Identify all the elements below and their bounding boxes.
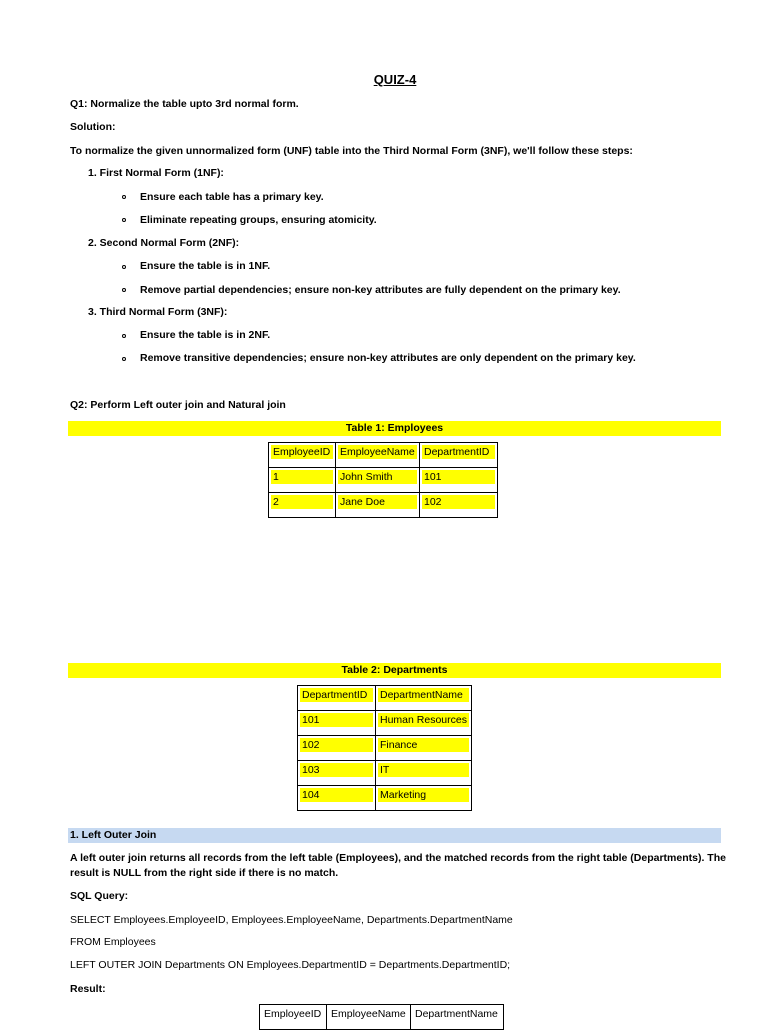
q1-intro: To normalize the given unnormalized form (UNF) table into the Third Normal Form (3NF), we'll follow these steps: [70,145,633,157]
page-title: QUIZ-4 [373,72,417,87]
left-join-heading-band [68,828,721,843]
table-cell: 102 [422,495,495,509]
table-cell: John Smith [338,470,417,484]
table-cell: 103 [300,763,373,777]
step-1-bullet-2: Eliminate repeating groups, ensuring atomicity. [140,214,377,226]
table-header-cell: EmployeeName [331,1008,406,1020]
table-header-cell: DepartmentID [422,445,495,459]
result-table [259,1004,504,1030]
table-cell: IT [378,763,469,777]
table-row [269,493,498,518]
employees-table [268,442,498,518]
table-cell: Marketing [378,788,469,802]
table-cell: Finance [378,738,469,752]
step-1-heading: 1. First Normal Form (1NF): [88,167,224,179]
step-2-bullet-1: Ensure the table is in 1NF. [140,260,271,272]
left-join-description-line2: result is NULL from the right side if there is no match. [70,867,339,879]
table1-caption: Table 1: Employees [345,422,444,434]
sql-line: FROM Employees [70,936,156,948]
sql-query-label: SQL Query: [70,890,129,902]
bullet-circle-icon [122,288,126,292]
table-cell: 101 [300,713,373,727]
table-header-row [298,686,472,711]
table-cell: 104 [300,788,373,802]
table-header-cell: DepartmentID [300,688,373,702]
bullet-circle-icon [122,265,126,269]
table-header-cell: EmployeeID [271,445,333,459]
table-header-cell: DepartmentName [378,688,469,702]
bullet-circle-icon [122,218,126,222]
table-row [269,468,498,493]
table-cell: 1 [271,470,333,484]
table-cell: 101 [422,470,495,484]
table-header-cell: EmployeeName [338,445,417,459]
step-3-bullet-2: Remove transitive dependencies; ensure non-key attributes are only dependent on the primary key. [140,352,636,364]
table2-caption: Table 2: Departments [341,664,448,676]
solution-label: Solution: [70,121,116,133]
sql-line: LEFT OUTER JOIN Departments ON Employees.DepartmentID = Departments.DepartmentID; [70,959,511,971]
table-row [298,786,472,811]
step-2-bullet-2: Remove partial dependencies; ensure non-key attributes are fully dependent on the primary key. [140,284,621,296]
step-1-bullet-1: Ensure each table has a primary key. [140,191,324,203]
table-cell: 2 [271,495,333,509]
table-header-row [260,1005,504,1030]
left-join-description-line1: A left outer join returns all records from the left table (Employees), and the matched records from the right table (Departments). The [70,852,726,864]
table-row [298,761,472,786]
departments-table [297,685,472,811]
table-row [298,736,472,761]
table-cell: 102 [300,738,373,752]
bullet-circle-icon [122,334,126,338]
step-3-heading: 3. Third Normal Form (3NF): [88,306,228,318]
step-2-heading: 2. Second Normal Form (2NF): [88,237,240,249]
q1-question: Q1: Normalize the table upto 3rd normal form. [70,98,299,110]
table-header-cell: DepartmentName [415,1008,498,1020]
table-cell: Human Resources [380,714,467,726]
step-3-bullet-1: Ensure the table is in 2NF. [140,329,271,341]
result-label: Result: [70,983,106,995]
left-join-heading: 1. Left Outer Join [70,829,157,841]
table-row [298,711,472,736]
sql-line: SELECT Employees.EmployeeID, Employees.EmployeeName, Departments.DepartmentName [70,914,513,926]
table-header-row [269,443,498,468]
q2-question: Q2: Perform Left outer join and Natural join [70,399,286,411]
table-cell: Jane Doe [338,495,417,509]
table-header-cell: EmployeeID [264,1008,322,1020]
bullet-circle-icon [122,195,126,199]
bullet-circle-icon [122,357,126,361]
